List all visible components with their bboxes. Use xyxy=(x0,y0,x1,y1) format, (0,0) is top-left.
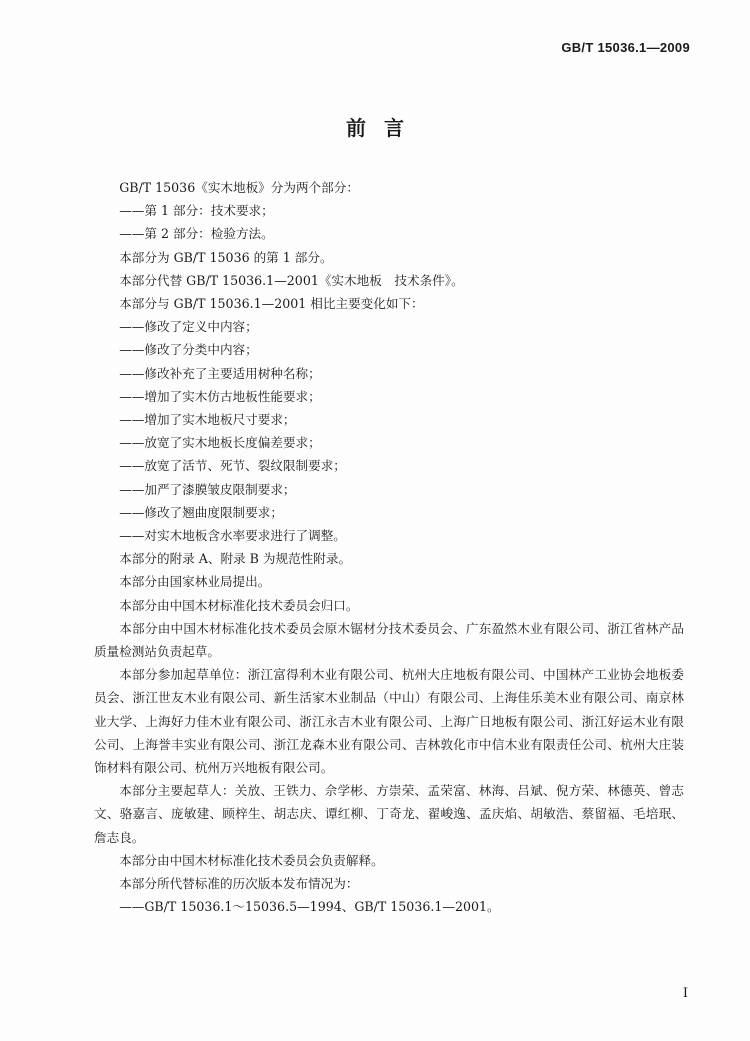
paragraph: GB/T 15036《实木地板》分为两个部分： xyxy=(119,180,359,195)
paragraph: 本部分与 GB/T 15036.1—2001 相比主要变化如下： xyxy=(119,296,424,312)
list-item: ——放宽了活节、死节、裂纹限制要求； xyxy=(119,458,346,474)
page-title: 前言 xyxy=(346,116,422,140)
paragraph: 本部分由中国木材标准化技术委员会原木锯材分技术委员会、广东盈然木业有限公司、浙江省林产品质量检测站负责起草。 xyxy=(94,620,684,660)
list-item: ——修改了翘曲度限制要求； xyxy=(119,504,283,520)
paragraph: 本部分为 GB/T 15036 的第 1 部分。 xyxy=(119,249,333,265)
paragraph: 本部分由中国木材标准化技术委员会归口。 xyxy=(119,597,359,613)
list-item: ——修改了分类中内容； xyxy=(119,342,258,358)
paragraph: 本部分的附录 A、附录 B 为规范性附录。 xyxy=(119,551,352,567)
standard-code: GB/T 15036.1—2009 xyxy=(561,40,690,55)
list-item: ——修改补充了主要适用树种名称； xyxy=(119,365,321,381)
paragraph: 本部分所代替标准的历次版本发布情况为： xyxy=(119,876,359,892)
paragraph: 本部分参加起草单位：浙江富得利木业有限公司、杭州大庄地板有限公司、中国林产工业协会地板委员会、浙江世友木业有限公司、新生活家木业制品（中山）有限公司、上海佳乐美木业有限公司、南京林业大学、上海好力佳木业有限公司、浙江永吉木业有限公司、上海广日地板有限公司、浙江好运木业有限公司、上海誉丰实业有限公司、浙江龙森木业有限公司、吉林敦化市中信木业有限责任公司、杭州大庄装饰材料有限公司、杭州万兴地板有限公司。 xyxy=(94,667,684,776)
list-item: ——增加了实木仿古地板性能要求； xyxy=(119,388,321,404)
list-item: ——放宽了实木地板长度偏差要求； xyxy=(119,435,321,451)
paragraph: 本部分由国家林业局提出。 xyxy=(119,574,271,590)
list-item: ——修改了定义中内容； xyxy=(119,319,258,335)
foreword-body xyxy=(94,176,684,919)
list-item: ——对实木地板含水率要求进行了调整。 xyxy=(119,528,346,544)
paragraph: 本部分主要起草人：关放、王铁力、佘学彬、方崇荣、孟荣富、林海、吕斌、倪方荣、林德英、曾志文、骆嘉言、庞敏建、顾梓生、胡志庆、谭红柳、丁奇龙、翟峻逸、孟庆焰、胡敏浩、蔡留福、毛培珉、詹志良。 xyxy=(94,783,684,845)
list-item: ——GB/T 15036.1～15036.5—1994、GB/T 15036.1—2001。 xyxy=(119,899,500,915)
list-item: ——第 2 部分：检验方法。 xyxy=(119,226,274,242)
list-item: ——增加了实木地板尺寸要求； xyxy=(119,412,296,428)
page-number: I xyxy=(682,986,688,1001)
paragraph: 本部分由中国木材标准化技术委员会负责解释。 xyxy=(119,852,384,868)
list-item: ——加严了漆膜皱皮限制要求； xyxy=(119,481,296,497)
paragraph: 本部分代替 GB/T 15036.1—2001《实木地板 技术条件》。 xyxy=(119,272,464,288)
list-item: ——第 1 部分：技术要求； xyxy=(119,203,274,219)
